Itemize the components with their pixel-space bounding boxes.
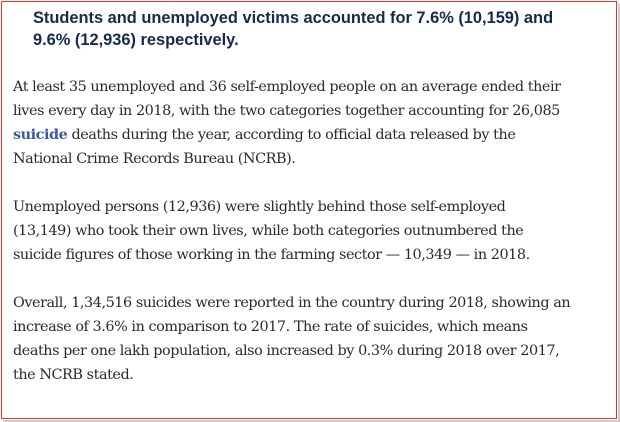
paragraph-1-line-4: National Crime Records Bureau (NCRB). bbox=[13, 151, 296, 167]
paragraph-3-line-1: Overall, 1,34,516 suicides were reported in the country during 2018, showing an bbox=[13, 295, 571, 311]
paragraph-2-line-3: suicide figures of those working in the farming sector — 10,349 — in 2018. bbox=[13, 247, 530, 263]
paragraph-2-line-1: Unemployed persons (12,936) were slightly behind those self-employed bbox=[13, 199, 506, 215]
paragraph-1-line-3-rest: deaths during the year, according to official data released by the bbox=[67, 127, 516, 143]
paragraph-2 bbox=[13, 195, 611, 267]
article-headline bbox=[33, 7, 611, 51]
paragraph-3 bbox=[13, 291, 611, 387]
paragraph-3-line-2: increase of 3.6% in comparison to 2017. The rate of suicides, which means bbox=[13, 319, 528, 335]
paragraph-3-line-4: the NCRB stated. bbox=[13, 367, 134, 383]
paragraph-2-line-2: (13,149) who took their own lives, while both categories outnumbered the bbox=[13, 223, 524, 239]
article-content bbox=[13, 7, 611, 387]
paragraph-1 bbox=[13, 75, 611, 171]
suicide-link[interactable]: suicide bbox=[13, 126, 68, 143]
paragraph-1-line-1: At least 35 unemployed and 36 self-employed people on an average ended their bbox=[13, 79, 561, 95]
paragraph-1-line-2: lives every day in 2018, with the two categories together accounting for 26,085 bbox=[13, 103, 560, 119]
paragraph-3-line-3: deaths per one lakh population, also increased by 0.3% during 2018 over 2017, bbox=[13, 343, 560, 359]
headline-line-1: Students and unemployed victims accounted for 7.6% (10,159) and bbox=[33, 9, 554, 27]
headline-line-2: 9.6% (12,936) respectively. bbox=[33, 31, 239, 49]
